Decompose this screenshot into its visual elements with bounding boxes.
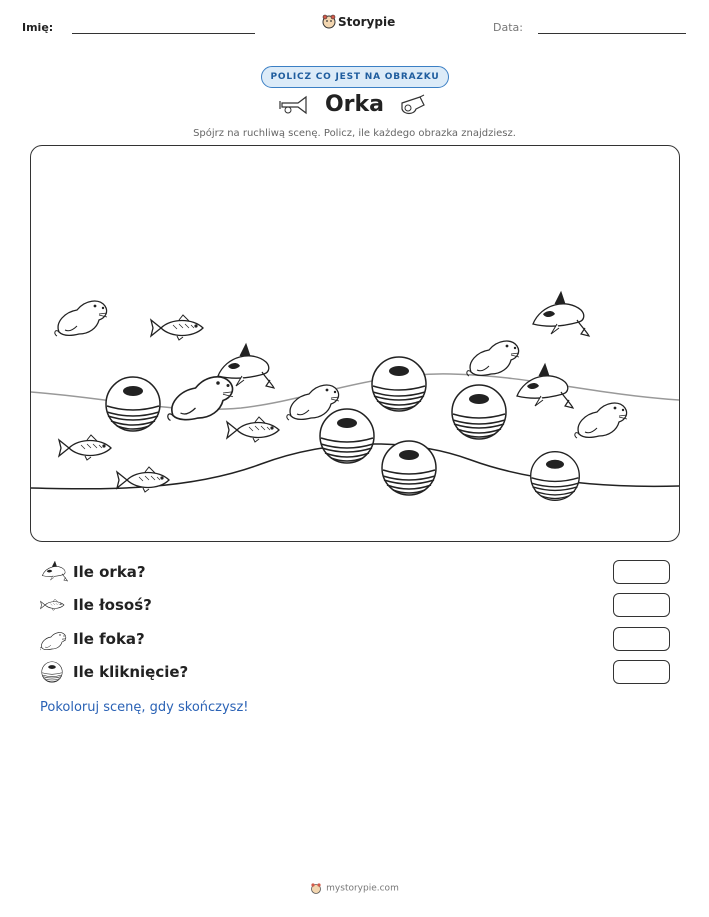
question-text: Ile łosoś?	[73, 596, 152, 614]
orca-icon	[517, 364, 573, 408]
seal-icon	[168, 377, 233, 421]
question-text: Ile kliknięcie?	[73, 663, 189, 681]
seal-icon	[55, 301, 107, 336]
section-badge: POLICZ CO JEST NA OBRAZKU	[261, 66, 449, 88]
click-ball-icon	[531, 452, 580, 501]
bear-icon	[310, 882, 322, 894]
scene-illustration	[31, 146, 679, 541]
brand-logo	[322, 14, 396, 32]
seal-icon	[575, 403, 627, 438]
answer-box-seal[interactable]	[613, 627, 670, 651]
click-ball-icon	[372, 357, 426, 411]
answer-box-orca[interactable]	[613, 560, 670, 584]
counting-scene	[30, 145, 680, 542]
question-text: Ile foka?	[73, 630, 145, 648]
name-input-line[interactable]	[72, 33, 255, 34]
salmon-icon	[59, 435, 111, 460]
question-row-orca	[40, 560, 680, 584]
seal-icon	[467, 341, 519, 376]
seal-icon	[40, 627, 68, 651]
site-url[interactable]: mystorypie.com	[326, 883, 399, 894]
page-title: Orka	[324, 92, 385, 117]
click-ball-icon	[320, 409, 374, 463]
brand-name: Storypie	[338, 15, 396, 29]
salmon-icon	[227, 417, 279, 442]
salmon-icon	[40, 593, 68, 617]
click-ball-icon	[106, 377, 160, 431]
coloring-note: Pokoloruj scenę, gdy skończysz!	[40, 700, 249, 715]
click-ball-icon	[40, 660, 68, 684]
salmon-icon	[151, 315, 203, 340]
bear-icon	[322, 14, 336, 30]
whistle-icon	[396, 93, 430, 117]
instruction-text: Spójrz na ruchliwą scenę. Policz, ile każdego obrazka znajdziesz.	[193, 128, 516, 139]
orca-icon	[533, 292, 589, 336]
site-footer	[0, 882, 709, 894]
click-ball-icon	[452, 385, 506, 439]
question-row-salmon	[40, 593, 680, 617]
orca-icon	[40, 560, 68, 584]
answer-box-click[interactable]	[613, 660, 670, 684]
question-text: Ile orka?	[73, 563, 146, 581]
question-row-seal	[40, 627, 680, 651]
click-ball-icon	[382, 441, 436, 495]
name-label: Imię:	[22, 21, 54, 34]
question-row-click	[40, 660, 680, 684]
date-label: Data:	[493, 21, 523, 34]
answer-box-salmon[interactable]	[613, 593, 670, 617]
date-input-line[interactable]	[538, 33, 686, 34]
